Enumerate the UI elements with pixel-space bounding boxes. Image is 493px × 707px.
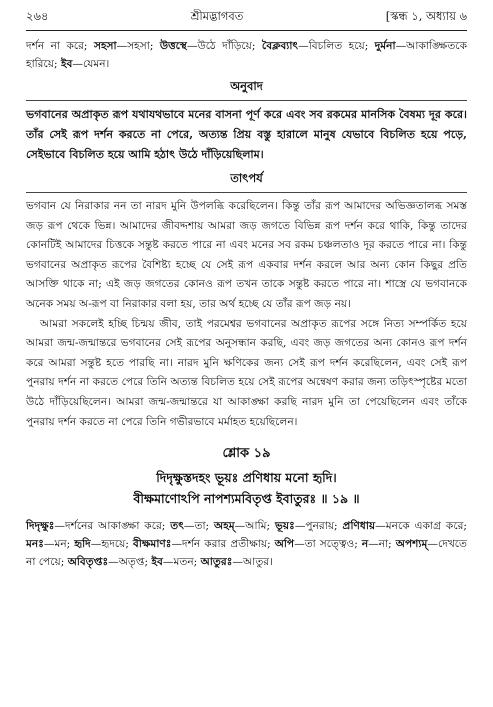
gloss-meaning: —মনকে একাগ্র করে; bbox=[375, 520, 467, 533]
gloss-meaning: —মতন; bbox=[162, 556, 201, 569]
gloss-meaning: —হৃদয়ে; bbox=[90, 538, 133, 551]
translation-rule bbox=[26, 100, 467, 101]
page-header bbox=[26, 8, 467, 30]
gloss-term: দিদৃক্ষুঃ bbox=[26, 520, 55, 533]
gloss-term: অবিতৃপ্তঃ bbox=[67, 556, 109, 569]
gloss-meaning: —উঠে দাঁড়িয়ে; bbox=[186, 40, 262, 52]
gloss-meaning: —দর্শনের আকাঙ্ক্ষা করে; bbox=[54, 520, 171, 533]
gloss-term: ইব bbox=[60, 58, 73, 70]
gloss-term: মনঃ bbox=[26, 538, 44, 551]
gloss-term: উত্তস্থে bbox=[159, 40, 187, 52]
page-number: ২৬৪ bbox=[26, 9, 49, 23]
gloss-meaning: —আমি; bbox=[234, 520, 276, 533]
gloss-term: ন bbox=[361, 538, 369, 551]
gloss-term: ইব bbox=[151, 556, 163, 569]
gloss-term: অপি bbox=[274, 538, 295, 551]
gloss-term: বীক্ষমাণঃ bbox=[132, 538, 172, 551]
gloss-term: তৎ bbox=[170, 520, 184, 533]
gloss-meaning: —যেমন। bbox=[72, 58, 110, 70]
gloss-meaning: —না; bbox=[368, 538, 396, 551]
gloss-meaning: —মন; bbox=[43, 538, 75, 551]
gloss-text: দর্শন না করে; bbox=[26, 40, 94, 52]
gloss-meaning: —সহসা; bbox=[116, 40, 160, 52]
gloss-meaning: —আকাঙ্ক্ষিতকে হারিয়ে; bbox=[26, 40, 467, 70]
purport-heading: তাৎপর্য bbox=[230, 171, 263, 185]
gloss-meaning: —পুনরায়; bbox=[294, 520, 343, 533]
gloss-meaning: —বিচলিত হয়ে; bbox=[298, 40, 375, 52]
gloss-term: অহম্ bbox=[214, 520, 235, 533]
translation-text: ভগবানের অপ্রাকৃত রূপ যথাযথভাবে মনের বাসনা পূর্ণ করে এবং সব রকমের মানসিক বৈষম্য দূর করে। তাঁর সেই রূপ দর্শন করতে না পেরে, অত্যন্ত প্রিয় বস্তু হারালে মানুষ যেভাবে বিচলিত হয়ে পড়ে, সেইভাবে বিচলিত হয়ে আমি হঠাৎ উঠে দাঁড়িয়েছিলাম। bbox=[26, 108, 467, 161]
gloss-meaning: —আতুর। bbox=[232, 556, 273, 569]
gloss-term: বৈক্লব্যাৎ bbox=[261, 40, 299, 52]
gloss-term: ভূয়ঃ bbox=[275, 520, 295, 533]
purport-rule bbox=[26, 192, 467, 193]
verse-heading: শ্লোক ১৯ bbox=[222, 446, 271, 462]
gloss-meaning: —তা সত্ত্বেও; bbox=[294, 538, 362, 551]
verse-line-1: দিদৃক্ষুস্তদহং ভূয়ঃ প্রণিধায় মনো হৃদি। bbox=[156, 470, 337, 486]
gloss-meaning: —দর্শন করার প্রতীক্ষায়; bbox=[171, 538, 275, 551]
gloss-term: অপশ্যম্ bbox=[395, 538, 428, 551]
header-rule bbox=[26, 30, 467, 31]
gloss-term: দুর্মনা bbox=[374, 40, 396, 52]
canto-chapter: [স্কন্ধ ১, অধ্যায় ৬ bbox=[385, 9, 467, 23]
translation-heading: অনুবাদ bbox=[230, 79, 263, 93]
gloss-term: হৃদি bbox=[74, 538, 91, 551]
gloss-term: সহসা bbox=[93, 40, 117, 52]
gloss-term: প্রণিধায় bbox=[342, 520, 376, 533]
verse-line-2: বীক্ষমাণোঽপি নাপশ্যমবিতৃপ্ত ইবাতুরঃ ॥ ১৯ ॥ bbox=[133, 491, 360, 507]
gloss-meaning: —দেখতে না পেয়ে; bbox=[26, 538, 467, 569]
book-title: শ্রীমদ্ভাগবত bbox=[190, 9, 244, 23]
verse-text bbox=[26, 467, 467, 509]
gloss-term: আতুরঃ bbox=[200, 556, 233, 569]
purport-paragraph-2: আমরা সকলেই হচ্ছি চিন্ময় জীব, তাই পরমেশ্বর ভগবানের অপ্রাকৃত রূপের সঙ্গে নিত্য সম্পর্কিত হয়ে আমরা জন্ম-জন্মান্তরে ভগবানের সেই রূপের অনুসন্ধান করছি, এবং জড় জগতের অন্য কোনও রূপ দর্শন করে আমরা সন্তুষ্ট হতে পারছি না। নারদ মুনি ক্ষণিকের জন্য সেই রূপ দর্শন করেছিলেন, এবং সেই রূপ পুনরায় দর্শন না করতে পেরে তিনি অত্যন্ত বিচলিত হয়ে সেই রূপের অন্বেষণ করার জন্য তড়িৎস্পৃষ্টের মতো উঠে দাঁড়িয়েছিলেন। আমরা জন্ম-জন্মান্তরে যা আকাঙ্ক্ষা করছি নারদ মুনি তা পেয়েছিলেন এবং তাঁকে পুনরায় দর্শন করতে না পেরে তিনি গভীরভাবে মর্মাহত হয়েছিলেন। bbox=[26, 317, 467, 428]
gloss-meaning: —অতৃপ্ত; bbox=[108, 556, 152, 569]
gloss-meaning: —তা; bbox=[183, 520, 215, 533]
purport-paragraph-1: ভগবান যে নিরাকার নন তা নারদ মুনি উপলব্ধি করেছিলেন। কিন্তু তাঁর রূপ আমাদের অভিজ্ঞতালব্ধ সমস্ত জড় রূপ থেকে ভিন্ন। আমাদের জীবদ্দশায় আমরা জড় জগতে বিভিন্ন রূপ দর্শন করে থাকি, কিন্তু তাদের কোনটিই আমাদের চিত্তকে সন্তুষ্ট করতে পারে না এবং মনের সব রকম চঞ্চলতাও দূর করতে পারে না। কিন্তু ভগবানের অপ্রাকৃত রূপের বৈশিষ্ট্য হচ্ছে যে সেই রূপ একবার দর্শন করলে আর অন্য কোন কিছুর প্রতি আসক্তি থাকে না; এই জড় জগতের কোনও রূপ তখন তাকে সন্তুষ্ট করতে পারে না। শাস্ত্রে যে ভগবানকে অনেক সময় অ-রূপ বা নিরাকার বলা হয়, তার অর্থ হচ্ছে যে তাঁর রূপ জড় নয়। bbox=[26, 200, 467, 310]
word-gloss-bottom bbox=[26, 517, 467, 571]
word-gloss-top bbox=[26, 37, 467, 73]
